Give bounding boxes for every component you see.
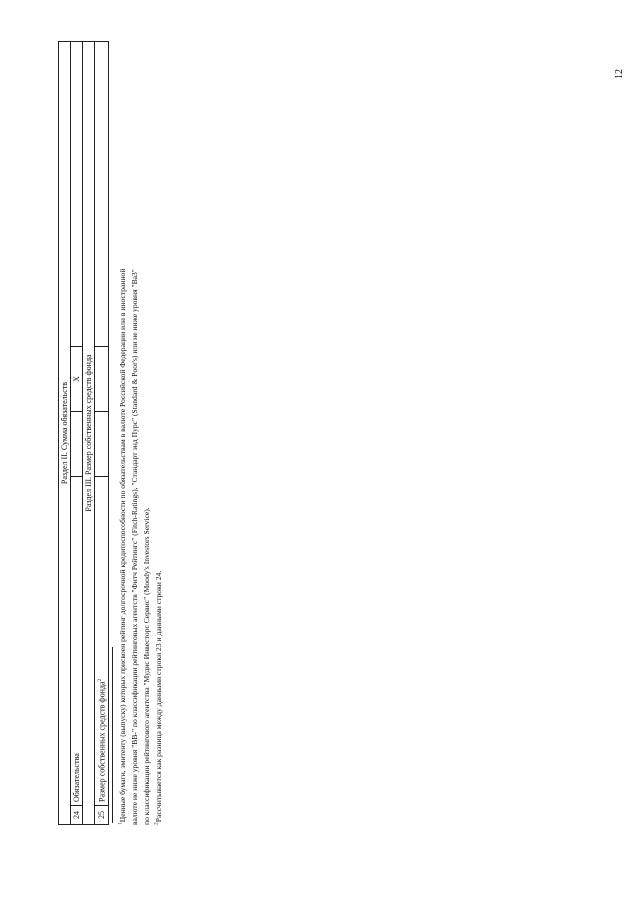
footnote-1-line-2: валюте не ниже уровня "ВВ-" по классификации рейтинговых агентств "Фитч Рейтингс" (Fitch-Ratings), "Стандарт энд Пурс" (Standard & Poor's) или не ниже уровня "Ва3"	[130, 269, 139, 825]
row-24-cell-3	[71, 42, 83, 347]
footnote-1-line-1: $^1$Ценные бумаги, эмитенту (выпуску) которых присвоен рейтинг долгосрочной кредитоспособности по обязательствам в валюте Российской Федерации или в иностранной	[117, 268, 127, 825]
row-25-cell-3	[95, 42, 109, 347]
row-25-label-cell	[95, 477, 109, 806]
row-25-number: 25	[95, 806, 109, 825]
section-2-title: Раздел II. Сумма обязательств	[59, 42, 71, 825]
row-24-label: Обязательства	[71, 477, 83, 806]
section-3-header-row	[83, 42, 95, 825]
section-2-header-row	[59, 42, 71, 825]
page-number: 12	[614, 69, 625, 79]
table-row-25	[95, 42, 109, 825]
row-24-mark: Х	[71, 347, 83, 412]
footnotes	[117, 35, 165, 825]
row-25-cell-2	[95, 347, 109, 412]
row-25-label: Размер собственных средств фонда	[97, 681, 107, 802]
footnote-2-mark: 2	[153, 822, 160, 825]
section-3-title: Раздел III. Размер собственных средств фонда	[83, 42, 95, 825]
footnote-2: $^2$Рассчитывается как разница между данными строки 23 и данными строки 24.	[153, 570, 163, 825]
table-row-24	[71, 42, 83, 825]
footnote-1-mark: 1	[117, 822, 124, 825]
footnote-separator	[112, 647, 113, 823]
report-table	[58, 41, 109, 825]
row-24-number: 24	[71, 806, 83, 825]
row-25-footnote-ref: 2	[97, 678, 104, 682]
row-25-cell-1	[95, 412, 109, 477]
row-24-cell-1	[71, 412, 83, 477]
footnote-1-line-3: по классификации рейтингового агентства "Мудис Инвесторс Сервис" (Moody's Investors Service).	[142, 507, 151, 825]
